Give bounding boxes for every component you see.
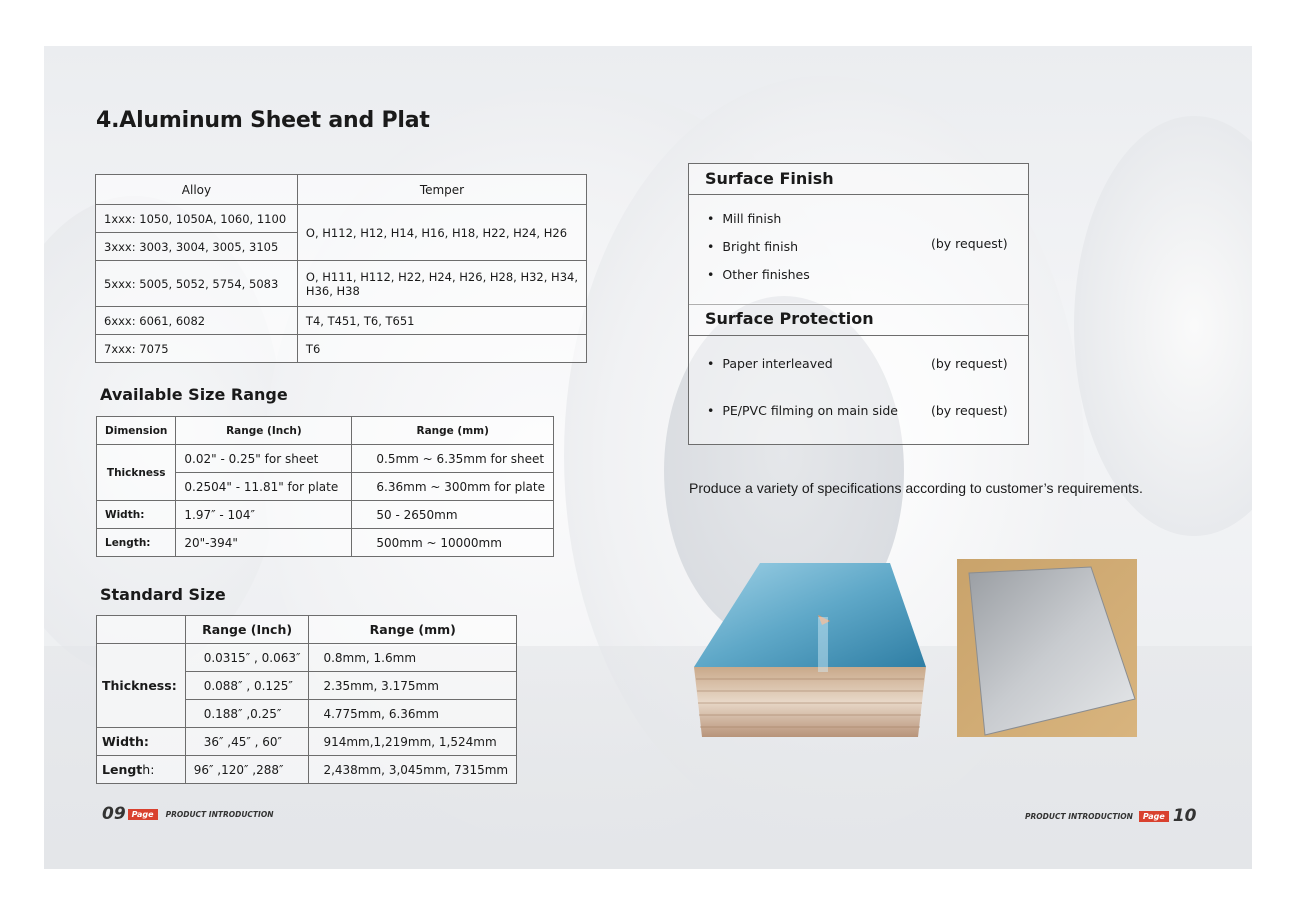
page-number: 10: [1172, 806, 1197, 826]
length-label: [97, 756, 186, 784]
alloy-cell: 1xxx: 1050, 1050A, 1060, 1100: [96, 205, 298, 233]
empty-header: [97, 616, 186, 644]
size-range-table: [96, 416, 554, 557]
temper-line: O, H111, H112, H22, H24, H26, H28, H32, H34,: [305, 269, 578, 284]
temper-cell: O, H112, H12, H14, H16, H18, H22, H24, H26: [297, 205, 586, 261]
page-title: 4.Aluminum Sheet and Plat: [96, 108, 430, 133]
inch-header: Range (Inch): [176, 417, 352, 445]
protection-item: • Paper interleaved: [707, 356, 833, 371]
mm-header: Range (mm): [309, 616, 517, 644]
temper-header: Temper: [297, 175, 586, 205]
finish-item: • Bright finish: [707, 239, 798, 254]
temper-cell: T4, T451, T6, T651: [297, 307, 586, 335]
mm-cell: 2,438mm, 3,045mm, 7315mm: [309, 756, 517, 784]
inch-cell: 0.088″ , 0.125″: [185, 672, 309, 700]
protection-note: (by request): [931, 403, 1008, 418]
alloy-cell: 7xxx: 7075: [96, 335, 298, 363]
dimension-header: Dimension: [97, 417, 176, 445]
width-label: Width:: [97, 501, 176, 529]
width-label: Width:: [97, 728, 186, 756]
mm-header: Range (mm): [352, 417, 554, 445]
inch-cell: 0.0315″ , 0.063″: [185, 644, 309, 672]
length-label-rest: h:: [142, 762, 155, 777]
footer-left: [102, 804, 274, 824]
page-tag: Page: [1139, 811, 1169, 822]
mm-cell: 0.5mm ~ 6.35mm for sheet: [352, 445, 554, 473]
alloy-header: Alloy: [96, 175, 298, 205]
section-label: PRODUCT INTRODUCTION: [165, 809, 274, 819]
temper-line: H36, H38: [305, 283, 360, 298]
surface-finish-panel: [688, 163, 1029, 305]
surface-protection-heading: Surface Protection: [689, 303, 1028, 336]
protection-item: • PE/PVC filming on main side: [707, 403, 898, 418]
finish-item: • Other finishes: [707, 267, 810, 282]
inch-cell: 0.02" - 0.25" for sheet: [176, 445, 352, 473]
inch-cell: 36″ ,45″ , 60″: [185, 728, 309, 756]
length-label: Length:: [97, 529, 176, 557]
standard-size-table: [96, 615, 517, 784]
protection-note: (by request): [931, 356, 1008, 371]
alloy-cell: 5xxx: 5005, 5052, 5754, 5083: [96, 261, 298, 307]
mm-cell: 4.775mm, 6.36mm: [309, 700, 517, 728]
surface-finish-heading: Surface Finish: [689, 164, 1028, 195]
mm-cell: 2.35mm, 3.175mm: [309, 672, 517, 700]
mm-cell: 0.8mm, 1.6mm: [309, 644, 517, 672]
section-label: PRODUCT INTRODUCTION: [1025, 811, 1133, 821]
inch-cell: 20"-394": [176, 529, 352, 557]
size-range-heading: Available Size Range: [100, 385, 288, 404]
page-number: 09: [102, 804, 126, 824]
temper-cell: [297, 261, 586, 307]
mm-cell: 6.36mm ~ 300mm for plate: [352, 473, 554, 501]
inch-cell: 0.188″ ,0.25″: [185, 700, 309, 728]
page-tag: Page: [128, 809, 158, 820]
mm-cell: 914mm,1,219mm, 1,524mm: [309, 728, 517, 756]
alloy-cell: 6xxx: 6061, 6082: [96, 307, 298, 335]
inch-cell: 1.97″ - 104″: [176, 501, 352, 529]
standard-size-heading: Standard Size: [100, 585, 226, 604]
alloy-cell: 3xxx: 3003, 3004, 3005, 3105: [96, 233, 298, 261]
surface-protection-panel: [688, 303, 1029, 445]
aluminum-sheet-stack-photo: [690, 555, 930, 745]
footer-right: [1025, 806, 1197, 826]
finish-item: • Mill finish: [707, 211, 781, 226]
temper-cell: T6: [297, 335, 586, 363]
alloy-temper-table: [95, 174, 587, 363]
aluminum-plate-photo: [957, 559, 1137, 737]
thickness-label: Thickness:: [97, 644, 186, 728]
inch-cell: 0.2504" - 11.81" for plate: [176, 473, 352, 501]
mm-cell: 500mm ~ 10000mm: [352, 529, 554, 557]
finish-note: (by request): [931, 236, 1008, 251]
inch-header: Range (Inch): [185, 616, 309, 644]
thickness-label: Thickness: [97, 445, 176, 501]
length-label-bold: Lengt: [102, 762, 143, 777]
inch-cell: 96″ ,120″ ,288″: [185, 756, 309, 784]
tagline: Produce a variety of specifications according to customer’s requirements.: [689, 480, 1143, 496]
mm-cell: 50 - 2650mm: [352, 501, 554, 529]
